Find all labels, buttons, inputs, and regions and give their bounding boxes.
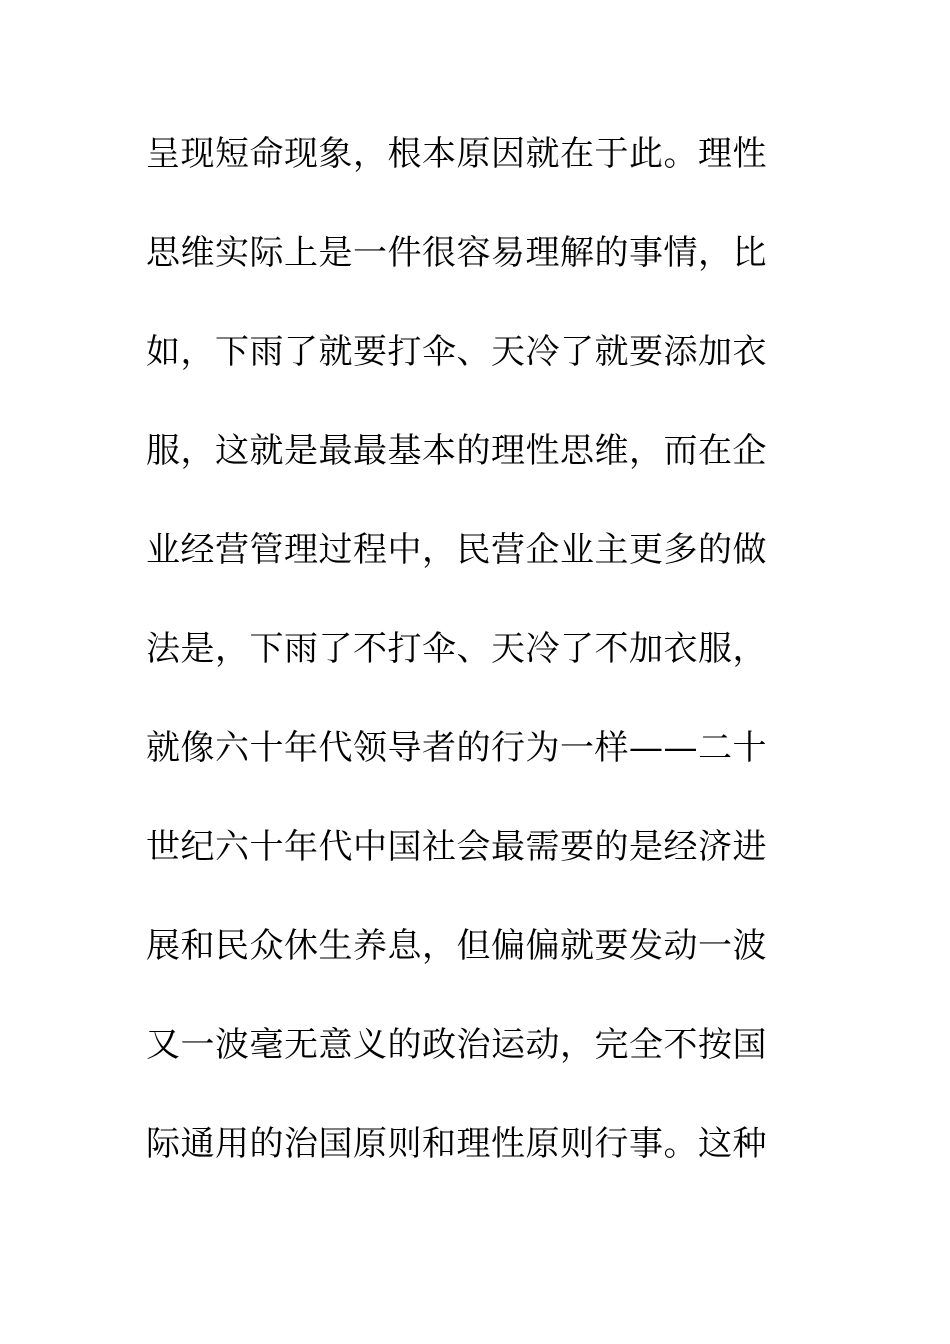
text-line: 就像六十年代领导者的行为一样——二十 — [146, 728, 767, 768]
text-line: 际通用的治国原则和理性原则行事。这种 — [146, 1124, 767, 1164]
text-line: 法是，下雨了不打伞、天冷了不加衣服， — [146, 629, 767, 669]
text-line: 展和民众休生养息，但偏偏就要发动一波 — [146, 926, 767, 966]
text-line: 思维实际上是一件很容易理解的事情，比 — [146, 233, 767, 273]
text-line: 又一波毫无意义的政治运动，完全不按国 — [146, 1025, 767, 1065]
text-line: 服，这就是最最基本的理性思维，而在企 — [146, 431, 767, 471]
text-line: 呈现短命现象，根本原因就在于此。理性 — [146, 134, 767, 174]
body-text — [146, 124, 786, 1213]
text-line: 如，下雨了就要打伞、天冷了就要添加衣 — [146, 332, 767, 372]
text-line: 世纪六十年代中国社会最需要的是经济进 — [146, 827, 767, 867]
text-line: 业经营管理过程中，民营企业主更多的做 — [146, 530, 767, 570]
